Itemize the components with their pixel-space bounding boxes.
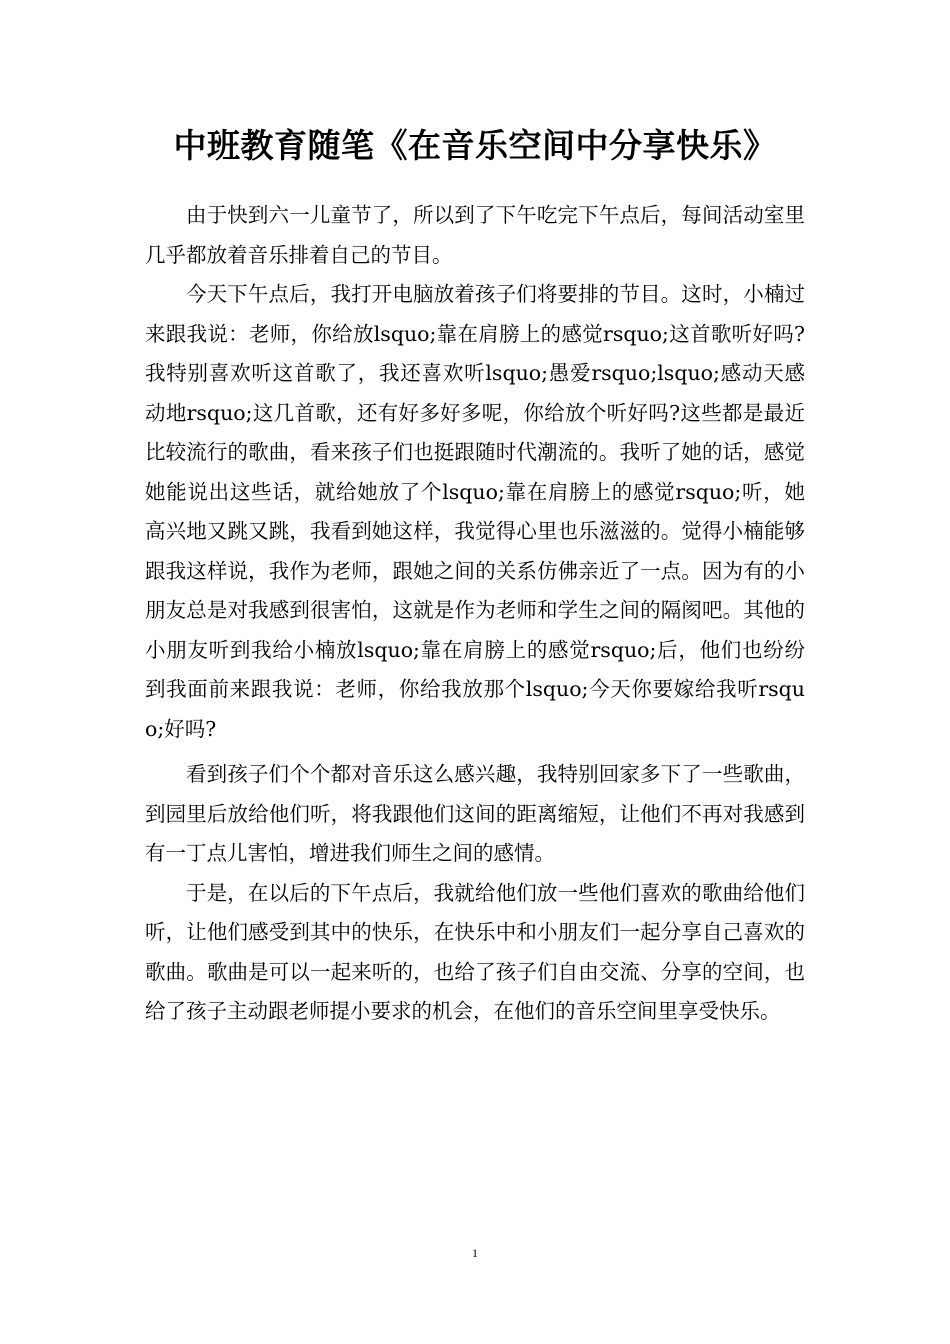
page-number: 1 bbox=[472, 1246, 478, 1260]
paragraph-4: 于是，在以后的下午点后，我就给他们放一些他们喜欢的歌曲给他们听，让他们感受到其中的快乐，在快乐中和小朋友们一起分享自己喜欢的歌曲。歌曲是可以一起来听的，也给了孩子们自由交流、分享的空间，也给了孩子主动跟老师提小要求的机会，在他们的音乐空间里享受快乐。 bbox=[145, 880, 805, 1023]
document-body bbox=[145, 196, 805, 1032]
paragraph-2: 今天下午点后，我打开电脑放着孩子们将要排的节目。这时，小楠过来跟我说：老师，你给放lsquo;靠在肩膀上的感觉rsquo;这首歌听好吗?我特别喜欢听这首歌了，我还喜欢听lsquo;愚爱rsquo;lsquo;感动天感动地rsquo;这几首歌，还有好多好多呢，你给放个听好吗?这些都是最近比较流行的歌曲，看来孩子们也挺跟随时代潮流的。我听了她的话，感觉她能说出这些话，就给她放了个lsquo;靠在肩膀上的感觉rsquo;听，她高兴地又跳又跳，我看到她这样，我觉得心里也乐滋滋的。觉得小楠能够跟我这样说，我作为老师，跟她之间的关系仿佛亲近了一点。因为有的小朋友总是对我感到很害怕，这就是作为老师和学生之间的隔阂吧。其他的小朋友听到我给小楠放lsquo;靠在肩膀上的感觉rsquo;后，他们也纷纷到我面前来跟我说：老师，你给我放那个lsquo;今天你要嫁给我听rsquo;好吗? bbox=[145, 282, 805, 741]
paragraph-1: 由于快到六一儿童节了，所以到了下午吃完下午点后，每间活动室里几乎都放着音乐排着自己的节目。 bbox=[145, 203, 805, 267]
paragraph-3: 看到孩子们个个都对音乐这么感兴趣，我特别回家多下了一些歌曲，到园里后放给他们听，将我跟他们这间的距离缩短，让他们不再对我感到有一丁点儿害怕，增进我们师生之间的感情。 bbox=[145, 762, 805, 865]
document-title: 中班教育随笔《在音乐空间中分享快乐》 bbox=[173, 126, 777, 165]
